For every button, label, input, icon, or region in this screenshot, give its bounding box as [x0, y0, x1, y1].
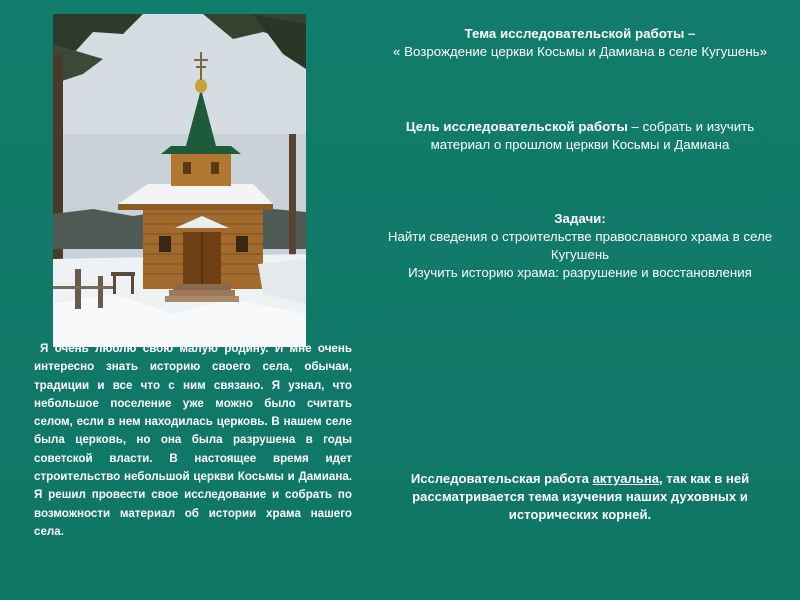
tasks-heading: Задачи:: [554, 211, 606, 226]
research-goal: [380, 118, 780, 154]
intro-paragraph: Я очень люблю свою малую родину. И мне очень интересно знать историю своего села, обычаи, традиции и все что с ним связано. Я узнал, что небольшое поселение уже можно было считать селом, если в нем находилась церковь. В нашем селе была церковь, но она была разрушена в годы советской власти. В настоящее время идет строительство небольшой церкви Косьмы и Дамиана. Я решил провести свое исследование и собрать по возможности материал об истории храма нашего села.: [34, 342, 352, 538]
relevance-after: , так как в ней рассматривается тема изучения наших духовных и исторических корней.: [412, 471, 750, 522]
church-photo: [53, 14, 306, 347]
goal-heading: Цель исследовательской работы: [405, 119, 628, 134]
relevance-before: Исследовательская работа: [410, 471, 593, 486]
relevance-statement: [380, 470, 780, 524]
relevance-underlined: актуальна: [592, 471, 660, 486]
research-tasks: [380, 210, 780, 282]
topic-text: « Возрождение церкви Косьмы и Дамиана в селе Кугушень»: [393, 44, 767, 59]
research-topic: [380, 25, 780, 61]
goal-text: – собрать и изучить материал о прошлом церкви Косьмы и Дамиана: [430, 119, 755, 152]
topic-heading: Тема исследовательской работы –: [464, 26, 696, 41]
task-item: Изучить историю храма: разрушение и восстановления: [408, 265, 752, 280]
task-item: Найти сведения о строительстве православного храма в селе Кугушень: [387, 229, 773, 262]
